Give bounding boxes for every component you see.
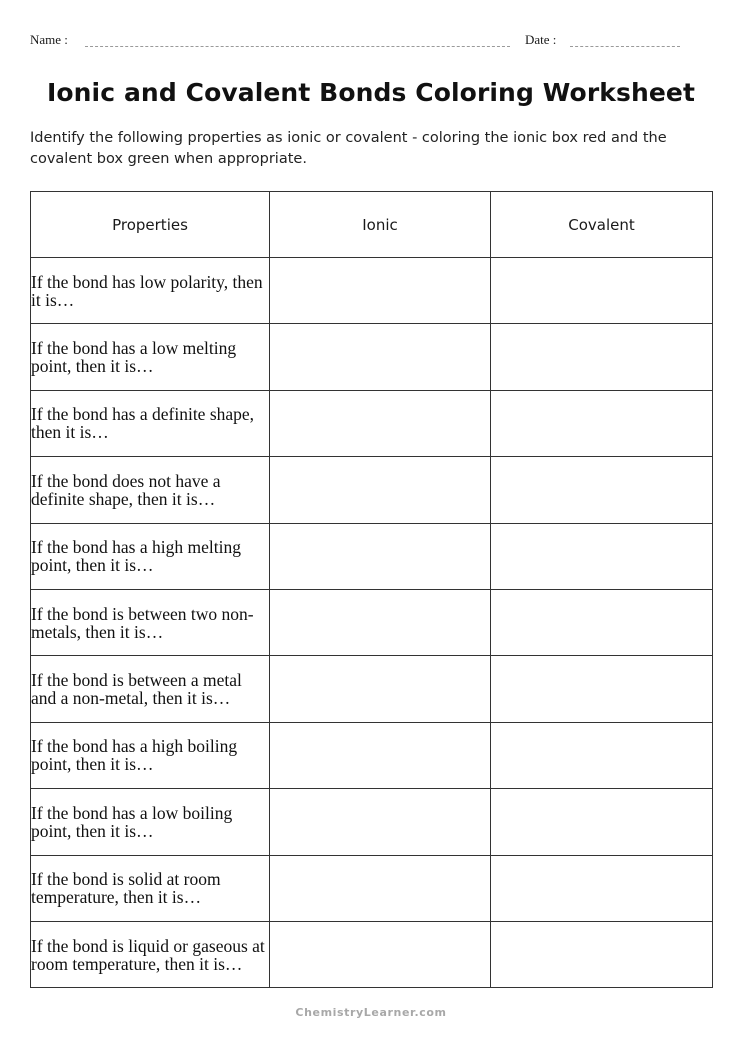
page-title: Ionic and Covalent Bonds Coloring Worksheet	[46, 78, 696, 107]
name-label: Name :	[30, 32, 68, 47]
covalent-box[interactable]	[491, 722, 713, 788]
table-row	[31, 855, 713, 921]
date-input-line[interactable]	[570, 46, 680, 47]
covalent-box[interactable]	[491, 789, 713, 855]
ionic-box[interactable]	[270, 457, 491, 523]
table-row	[31, 589, 713, 655]
header-properties: Properties	[31, 192, 270, 258]
table-header-row	[31, 192, 713, 258]
table-row	[31, 457, 713, 523]
ionic-box[interactable]	[270, 789, 491, 855]
property-cell: If the bond is between two non-metals, then it is…	[31, 589, 270, 655]
property-cell: If the bond has low polarity, then it is…	[31, 258, 270, 324]
covalent-box[interactable]	[491, 523, 713, 589]
property-cell: If the bond is liquid or gaseous at room temperature, then it is…	[31, 921, 270, 987]
table-row	[31, 258, 713, 324]
table-row	[31, 523, 713, 589]
ionic-box[interactable]	[270, 855, 491, 921]
ionic-box[interactable]	[270, 921, 491, 987]
table-row	[31, 324, 713, 390]
covalent-box[interactable]	[491, 258, 713, 324]
ionic-box[interactable]	[270, 656, 491, 722]
covalent-box[interactable]	[491, 589, 713, 655]
table-row	[31, 390, 713, 456]
table-row	[31, 789, 713, 855]
property-cell: If the bond has a low boiling point, then it is…	[31, 789, 270, 855]
covalent-box[interactable]	[491, 324, 713, 390]
property-cell: If the bond has a high melting point, then it is…	[31, 523, 270, 589]
property-cell: If the bond has a definite shape, then it is…	[31, 390, 270, 456]
property-cell: If the bond has a high boiling point, then it is…	[31, 722, 270, 788]
header-ionic: Ionic	[270, 192, 491, 258]
header-row	[30, 32, 712, 52]
covalent-box[interactable]	[491, 921, 713, 987]
ionic-box[interactable]	[270, 390, 491, 456]
date-label: Date :	[525, 32, 557, 47]
name-input-line[interactable]	[85, 46, 510, 47]
footer-brand: ChemistryLearner.com	[295, 1006, 447, 1019]
table-row	[31, 656, 713, 722]
property-cell: If the bond is solid at room temperature, then it is…	[31, 855, 270, 921]
table-row	[31, 722, 713, 788]
ionic-box[interactable]	[270, 324, 491, 390]
covalent-box[interactable]	[491, 457, 713, 523]
header-covalent: Covalent	[491, 192, 713, 258]
ionic-box[interactable]	[270, 258, 491, 324]
covalent-box[interactable]	[491, 656, 713, 722]
instructions: Identify the following properties as ionic or covalent - coloring the ionic box red and the covalent box green when appropriate.	[30, 130, 667, 167]
ionic-box[interactable]	[270, 523, 491, 589]
covalent-box[interactable]	[491, 855, 713, 921]
property-cell: If the bond is between a metal and a non-metal, then it is…	[31, 656, 270, 722]
ionic-box[interactable]	[270, 589, 491, 655]
property-cell: If the bond has a low melting point, then it is…	[31, 324, 270, 390]
covalent-box[interactable]	[491, 390, 713, 456]
ionic-box[interactable]	[270, 722, 491, 788]
worksheet-table	[30, 191, 713, 988]
table-row	[31, 921, 713, 987]
property-cell: If the bond does not have a definite shape, then it is…	[31, 457, 270, 523]
